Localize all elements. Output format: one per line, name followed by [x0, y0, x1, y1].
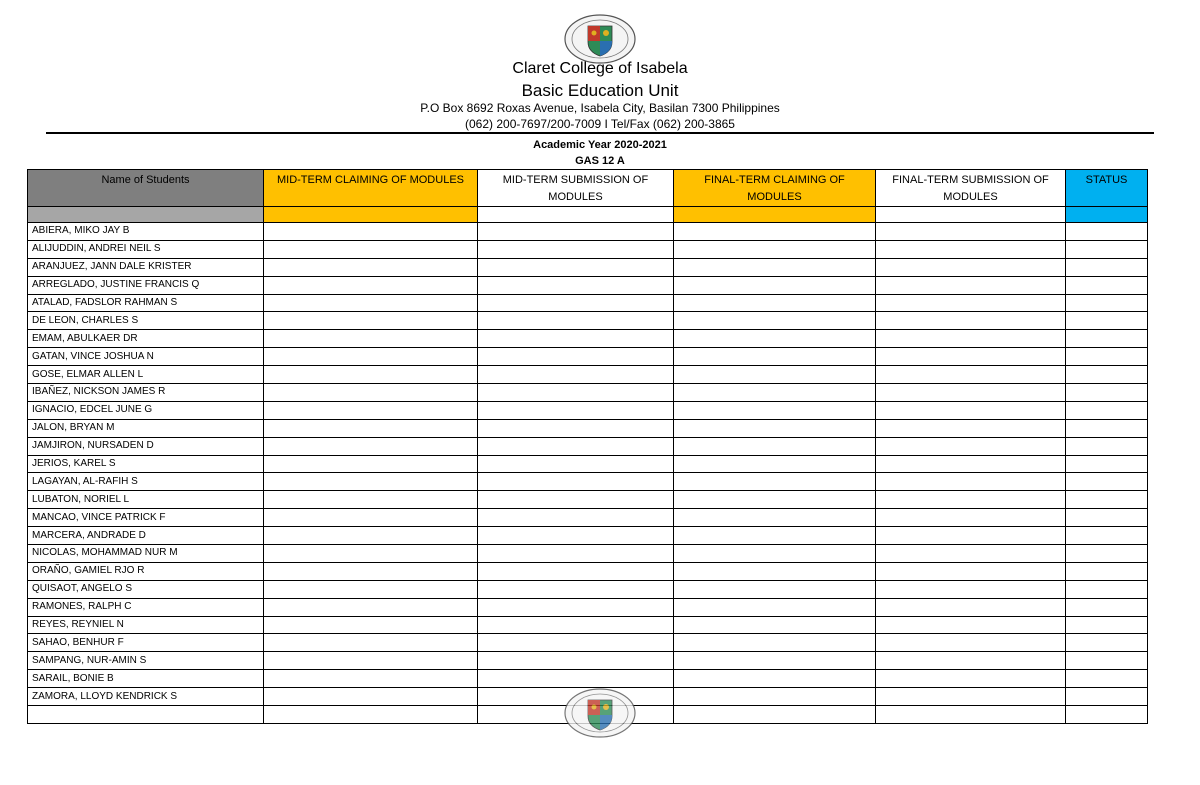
- table-cell: [478, 348, 674, 366]
- table-cell: [674, 276, 876, 294]
- table-cell: [876, 401, 1066, 419]
- table-cell: [1066, 491, 1148, 509]
- table-row: [28, 240, 1148, 258]
- student-name-cell: IGNACIO, EDCEL JUNE G: [28, 401, 264, 419]
- table-cell: [264, 258, 478, 276]
- table-row: [28, 276, 1148, 294]
- subheader-cell: [264, 207, 478, 223]
- table-cell: [478, 401, 674, 419]
- section-name: GAS 12 A: [575, 155, 625, 167]
- table-cell: [478, 527, 674, 545]
- student-name-cell: MANCAO, VINCE PATRICK F: [28, 509, 264, 527]
- table-cell: [876, 616, 1066, 634]
- table-cell: [478, 223, 674, 241]
- table-cell: [264, 294, 478, 312]
- table-cell: [264, 330, 478, 348]
- table-cell: [876, 652, 1066, 670]
- table-cell: [876, 545, 1066, 563]
- table-cell: [264, 670, 478, 688]
- table-cell: [264, 616, 478, 634]
- table-cell: [478, 455, 674, 473]
- table-cell: [876, 276, 1066, 294]
- table-cell: [1066, 527, 1148, 545]
- table-cell: [478, 240, 674, 258]
- table-row: [28, 384, 1148, 402]
- student-name-cell: ARREGLADO, JUSTINE FRANCIS Q: [28, 276, 264, 294]
- college-name: Claret College of Isabela: [512, 60, 688, 77]
- table-cell: [876, 419, 1066, 437]
- table-cell: [876, 473, 1066, 491]
- table-cell: [674, 312, 876, 330]
- table-cell: [264, 473, 478, 491]
- table-cell: [674, 223, 876, 241]
- table-row: [28, 437, 1148, 455]
- watermark-seal-icon: [563, 688, 637, 738]
- table-cell: [876, 330, 1066, 348]
- table-cell: [1066, 348, 1148, 366]
- table-cell: [264, 634, 478, 652]
- table-cell: [876, 670, 1066, 688]
- table-row: [28, 348, 1148, 366]
- table-cell: [264, 366, 478, 384]
- unit-name: Basic Education Unit: [521, 81, 679, 100]
- student-name-cell: IBAÑEZ, NICKSON JAMES R: [28, 384, 264, 402]
- table-cell: [674, 706, 876, 724]
- table-cell: [264, 419, 478, 437]
- student-name-cell: REYES, REYNIEL N: [28, 616, 264, 634]
- student-name-cell: LAGAYAN, AL-RAFIH S: [28, 473, 264, 491]
- table-row: [28, 598, 1148, 616]
- table-cell: [876, 580, 1066, 598]
- table-cell: [674, 366, 876, 384]
- table-cell: [264, 706, 478, 724]
- table-cell: [264, 509, 478, 527]
- table-cell: [478, 562, 674, 580]
- student-name-cell: ARANJUEZ, JANN DALE KRISTER: [28, 258, 264, 276]
- table-cell: [478, 312, 674, 330]
- table-cell: [1066, 366, 1148, 384]
- table-cell: [1066, 688, 1148, 706]
- student-name-cell: GOSE, ELMAR ALLEN L: [28, 366, 264, 384]
- table-cell: [264, 580, 478, 598]
- table-cell: [264, 348, 478, 366]
- table-cell: [674, 491, 876, 509]
- table-cell: [264, 491, 478, 509]
- table-cell: [674, 437, 876, 455]
- table-cell: [674, 240, 876, 258]
- header-status: STATUS: [1066, 170, 1148, 207]
- table-cell: [1066, 634, 1148, 652]
- table-cell: [478, 545, 674, 563]
- table-cell: [876, 240, 1066, 258]
- student-name-cell: ALIJUDDIN, ANDREI NEIL S: [28, 240, 264, 258]
- table-row: [28, 455, 1148, 473]
- table-cell: [876, 366, 1066, 384]
- table-cell: [264, 276, 478, 294]
- table-cell: [478, 652, 674, 670]
- student-name-cell: LUBATON, NORIEL L: [28, 491, 264, 509]
- table-cell: [674, 688, 876, 706]
- table-cell: [478, 330, 674, 348]
- student-name-cell: JALON, BRYAN M: [28, 419, 264, 437]
- table-row: [28, 652, 1148, 670]
- table-cell: [1066, 562, 1148, 580]
- table-cell: [674, 384, 876, 402]
- table-cell: [478, 491, 674, 509]
- table-cell: [1066, 312, 1148, 330]
- table-header-row: [28, 170, 1148, 207]
- academic-year: Academic Year 2020-2021: [533, 139, 667, 151]
- table-cell: [674, 348, 876, 366]
- table-cell: [876, 562, 1066, 580]
- table-cell: [876, 706, 1066, 724]
- table-cell: [1066, 401, 1148, 419]
- table-row: [28, 473, 1148, 491]
- table-row: [28, 562, 1148, 580]
- table-row: [28, 580, 1148, 598]
- table-cell: [478, 258, 674, 276]
- table-cell: [1066, 616, 1148, 634]
- table-cell: [674, 634, 876, 652]
- table-cell: [1066, 580, 1148, 598]
- table-cell: [674, 330, 876, 348]
- table-cell: [478, 509, 674, 527]
- subheader-cell: [478, 207, 674, 223]
- table-cell: [674, 294, 876, 312]
- table-cell: [264, 598, 478, 616]
- student-name-cell: [28, 706, 264, 724]
- table-cell: [1066, 240, 1148, 258]
- table-cell: [876, 527, 1066, 545]
- student-name-cell: DE LEON, CHARLES S: [28, 312, 264, 330]
- table-cell: [478, 437, 674, 455]
- table-cell: [674, 258, 876, 276]
- student-name-cell: QUISAOT, ANGELO S: [28, 580, 264, 598]
- student-name-cell: MARCERA, ANDRADE D: [28, 527, 264, 545]
- table-cell: [876, 455, 1066, 473]
- student-name-cell: SAHAO, BENHUR F: [28, 634, 264, 652]
- table-cell: [264, 240, 478, 258]
- table-cell: [674, 580, 876, 598]
- table-row: [28, 491, 1148, 509]
- table-cell: [1066, 276, 1148, 294]
- table-cell: [1066, 384, 1148, 402]
- student-name-cell: JAMJIRON, NURSADEN D: [28, 437, 264, 455]
- table-cell: [674, 473, 876, 491]
- header-finalterm-submission: FINAL-TERM SUBMISSION OF MODULES: [876, 170, 1066, 207]
- student-name-cell: EMAM, ABULKAER DR: [28, 330, 264, 348]
- header-name-of-students: Name of Students: [28, 170, 264, 207]
- table-cell: [478, 473, 674, 491]
- table-cell: [876, 294, 1066, 312]
- subheader-cell: [876, 207, 1066, 223]
- table-cell: [478, 616, 674, 634]
- table-cell: [1066, 294, 1148, 312]
- table-cell: [478, 384, 674, 402]
- subheader-cell: [674, 207, 876, 223]
- student-name-cell: RAMONES, RALPH C: [28, 598, 264, 616]
- table-cell: [478, 634, 674, 652]
- student-name-cell: ABIERA, MIKO JAY B: [28, 223, 264, 241]
- table-cell: [1066, 473, 1148, 491]
- table-cell: [264, 384, 478, 402]
- table-cell: [264, 223, 478, 241]
- table-cell: [876, 223, 1066, 241]
- table-cell: [264, 688, 478, 706]
- table-cell: [674, 401, 876, 419]
- table-cell: [478, 294, 674, 312]
- student-module-table: [27, 169, 1148, 724]
- table-cell: [264, 401, 478, 419]
- table-cell: [876, 688, 1066, 706]
- table-cell: [478, 419, 674, 437]
- table-cell: [674, 598, 876, 616]
- table-cell: [1066, 330, 1148, 348]
- student-name-cell: ZAMORA, LLOYD KENDRICK S: [28, 688, 264, 706]
- school-seal-icon: [563, 14, 637, 64]
- table-row: [28, 294, 1148, 312]
- table-row: [28, 419, 1148, 437]
- table-subheader-row: [28, 207, 1148, 223]
- student-name-cell: NICOLAS, MOHAMMAD NUR M: [28, 545, 264, 563]
- table-cell: [876, 437, 1066, 455]
- table-cell: [876, 598, 1066, 616]
- student-name-cell: SARAIL, BONIE B: [28, 670, 264, 688]
- table-cell: [876, 258, 1066, 276]
- table-cell: [674, 527, 876, 545]
- table-cell: [478, 598, 674, 616]
- table-cell: [264, 562, 478, 580]
- table-cell: [876, 312, 1066, 330]
- table-cell: [1066, 545, 1148, 563]
- table-cell: [264, 545, 478, 563]
- table-cell: [264, 527, 478, 545]
- student-name-cell: ATALAD, FADSLOR RAHMAN S: [28, 294, 264, 312]
- table-cell: [876, 384, 1066, 402]
- table-row: [28, 509, 1148, 527]
- table-cell: [876, 491, 1066, 509]
- header-finalterm-claiming: FINAL-TERM CLAIMING OF MODULES: [674, 170, 876, 207]
- address: P.O Box 8692 Roxas Avenue, Isabela City, Basilan 7300 Philippines: [420, 101, 780, 115]
- student-name-cell: SAMPANG, NUR-AMIN S: [28, 652, 264, 670]
- table-cell: [264, 437, 478, 455]
- table-cell: [674, 509, 876, 527]
- table-row: [28, 312, 1148, 330]
- table-cell: [1066, 455, 1148, 473]
- table-row: [28, 616, 1148, 634]
- table-cell: [674, 455, 876, 473]
- table-cell: [1066, 598, 1148, 616]
- student-name-cell: JERIOS, KAREL S: [28, 455, 264, 473]
- table-row: [28, 223, 1148, 241]
- table-cell: [674, 670, 876, 688]
- table-cell: [264, 455, 478, 473]
- table-cell: [674, 562, 876, 580]
- table-cell: [478, 580, 674, 598]
- table-row: [28, 366, 1148, 384]
- table-row: [28, 401, 1148, 419]
- table-cell: [1066, 652, 1148, 670]
- table-cell: [876, 634, 1066, 652]
- table-row: [28, 258, 1148, 276]
- contact: (062) 200-7697/200-7009 I Tel/Fax (062) 200-3865: [465, 117, 735, 131]
- student-name-cell: ORAÑO, GAMIEL RJO R: [28, 562, 264, 580]
- subheader-cell: [1066, 207, 1148, 223]
- table-cell: [674, 652, 876, 670]
- table-cell: [264, 652, 478, 670]
- table-cell: [1066, 258, 1148, 276]
- table-cell: [674, 545, 876, 563]
- table-cell: [674, 616, 876, 634]
- table-row: [28, 545, 1148, 563]
- table-row: [28, 330, 1148, 348]
- table-cell: [478, 276, 674, 294]
- table-row: [28, 527, 1148, 545]
- header-midterm-submission: MID-TERM SUBMISSION OF MODULES: [478, 170, 674, 207]
- table-cell: [1066, 670, 1148, 688]
- table-cell: [1066, 437, 1148, 455]
- header-divider: [46, 132, 1154, 134]
- table-cell: [1066, 419, 1148, 437]
- table-cell: [1066, 223, 1148, 241]
- table-cell: [876, 348, 1066, 366]
- table-cell: [1066, 706, 1148, 724]
- table-cell: [1066, 509, 1148, 527]
- table-row: [28, 634, 1148, 652]
- table-cell: [876, 509, 1066, 527]
- table-cell: [478, 366, 674, 384]
- table-row: [28, 670, 1148, 688]
- table-cell: [478, 670, 674, 688]
- student-name-cell: GATAN, VINCE JOSHUA N: [28, 348, 264, 366]
- table-cell: [264, 312, 478, 330]
- header-midterm-claiming: MID-TERM CLAIMING OF MODULES: [264, 170, 478, 207]
- subheader-cell: [28, 207, 264, 223]
- table-cell: [674, 419, 876, 437]
